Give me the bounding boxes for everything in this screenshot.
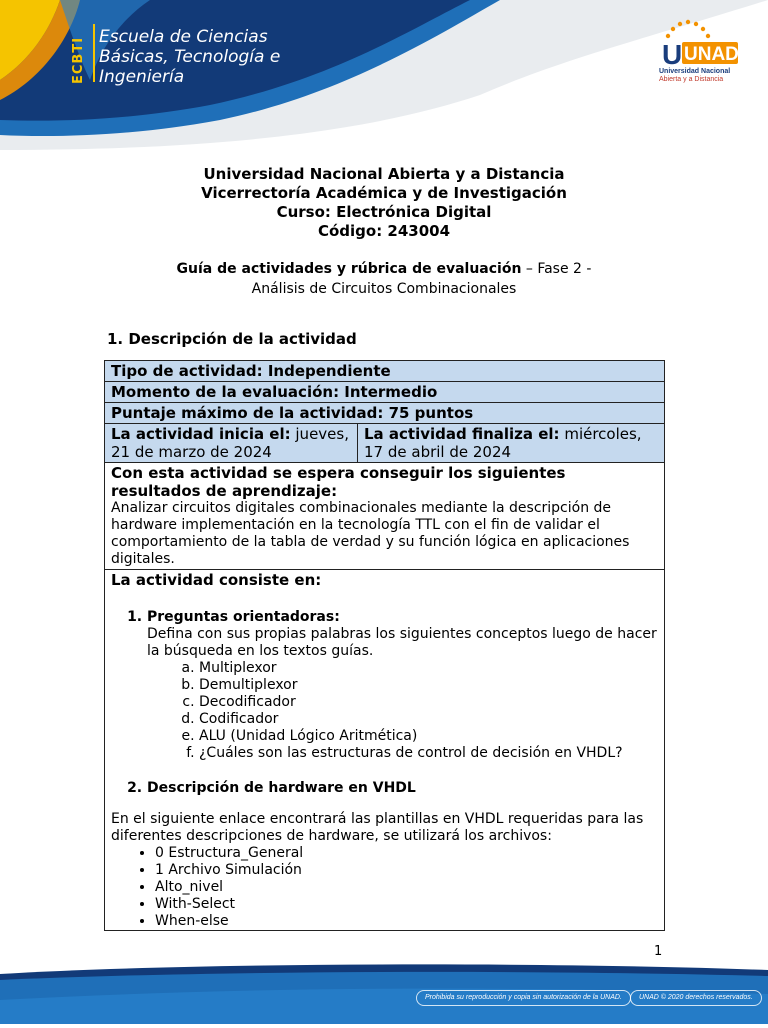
footer-notice: Prohibida su reproducción y copia sin autorización de la UNAD.: [416, 990, 631, 1006]
table-row: [105, 403, 665, 424]
document-title: [0, 165, 768, 241]
end-date-value: miércoles, 17 de abril de 2024: [364, 425, 642, 461]
list-item: d. Codificador: [199, 711, 658, 728]
guide-title: [0, 259, 768, 299]
guide-subtitle: Análisis de Circuitos Combinacionales: [251, 281, 517, 297]
list-item: f. ¿Cuáles son las estructuras de control de decisión en VHDL?: [199, 745, 658, 762]
logo-subtitle: Universidad Nacional Abierta y a Distancia: [659, 68, 731, 83]
footer-copyright: UNAD © 2020 derechos reservados.: [630, 990, 762, 1006]
step-1-text: Defina con sus propias palabras los siguientes conceptos luego de hacer la búsqueda en los textos guías.: [147, 626, 657, 659]
start-date-label: La actividad inicia el:: [111, 425, 291, 443]
table-row: [105, 361, 665, 382]
list-item: [147, 609, 658, 776]
list-item: e. ALU (Unidad Lógico Aritmética): [199, 728, 658, 745]
list-item: • With-Select: [155, 896, 658, 913]
svg-text:U: U: [662, 39, 683, 70]
end-date-cell: [358, 424, 665, 463]
concept-list: [147, 660, 658, 762]
list-item: • 0 Estructura_General: [155, 845, 658, 862]
section-heading: 1. Descripción de la actividad: [107, 330, 357, 348]
title-university: Universidad Nacional Abierta y a Distancia: [203, 165, 565, 183]
table-row: [105, 463, 665, 570]
learning-outcomes-heading: Con esta actividad se espera conseguir los siguientes resultados de aprendizaje:: [111, 464, 566, 500]
table-row: [105, 382, 665, 403]
title-code: Código: 243004: [317, 222, 451, 240]
step-2-text: En el siguiente enlace encontrará las plantillas en VHDL requeridas para las diferentes descripciones de hardware, se utilizará los archivos:: [111, 811, 644, 844]
list-item: [147, 780, 658, 797]
activity-type: Tipo de actividad: Independiente: [105, 361, 665, 382]
guide-title-bold: Guía de actividades y rúbrica de evaluación: [176, 261, 522, 277]
evaluation-moment: Momento de la evaluación: Intermedio: [105, 382, 665, 403]
learning-outcomes-cell: [105, 463, 665, 570]
table-row: [105, 424, 665, 463]
svg-text:UNAD: UNAD: [684, 44, 739, 65]
page-header: [0, 0, 768, 150]
list-item: b. Demultiplexor: [199, 677, 658, 694]
activity-table: [104, 360, 665, 931]
step-1-title: Preguntas orientadoras:: [147, 609, 340, 625]
list-item: • When-else: [155, 913, 658, 930]
page-number: 1: [654, 944, 663, 959]
list-item: c. Decodificador: [199, 694, 658, 711]
learning-outcomes-text: Analizar circuitos digitales combinacionales mediante la descripción de hardware implementación en la tecnología TTL con el fin de validar el comportamiento de la tabla de verdad y su función lógica en aplicaciones digitales.: [111, 500, 630, 567]
list-item: • Alto_nivel: [155, 879, 658, 896]
guide-title-phase: – Fase 2 -: [521, 261, 592, 277]
list-item: • 1 Archivo Simulación: [155, 862, 658, 879]
table-row: [105, 570, 665, 931]
max-score: Puntaje máximo de la actividad: 75 puntos: [105, 403, 665, 424]
activity-steps: [111, 609, 658, 797]
title-vicerrectoria: Vicerrectoría Académica y de Investigación: [201, 184, 567, 202]
end-date-label: La actividad finaliza el:: [364, 425, 560, 443]
faculty-divider: [93, 24, 95, 82]
faculty-name: Escuela de Ciencias Básicas, Tecnología e Ingeniería: [99, 27, 281, 87]
list-item: a. Multiplexor: [199, 660, 658, 677]
step-2-title: Descripción de hardware en VHDL: [147, 780, 416, 796]
title-course: Curso: Electrónica Digital: [276, 203, 492, 221]
activity-content-heading: La actividad consiste en:: [111, 571, 322, 589]
start-date-value: jueves, 21 de marzo de 2024: [111, 425, 349, 461]
file-list: [111, 845, 658, 930]
faculty-code: ECBTI: [71, 36, 86, 84]
activity-content-cell: [105, 570, 665, 931]
start-date-cell: [105, 424, 358, 463]
